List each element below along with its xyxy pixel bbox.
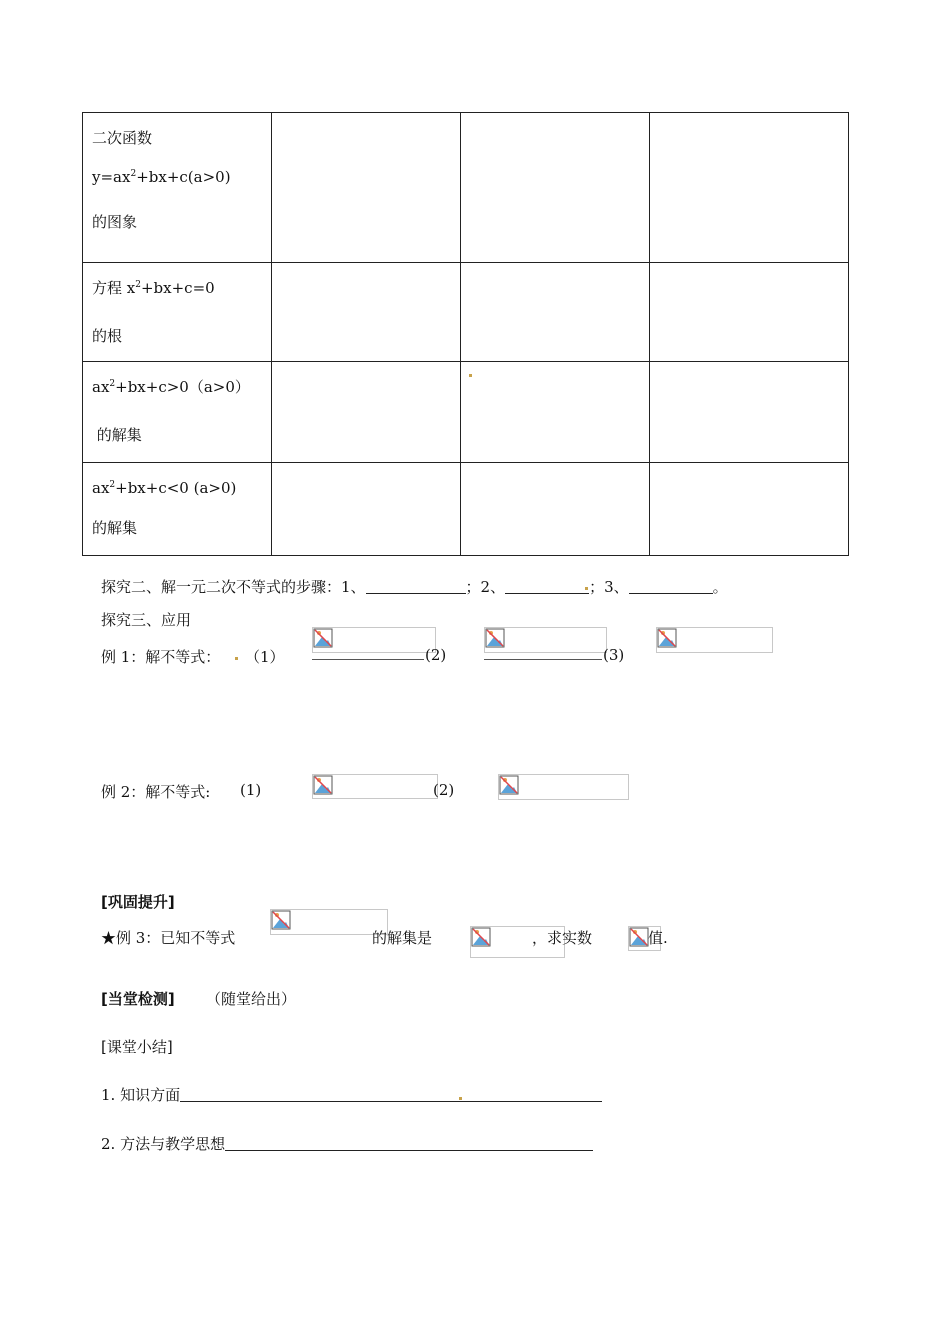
example1-part2: (2) (425, 646, 447, 664)
summary-title: [课堂小结] (101, 1038, 173, 1056)
table-row (83, 113, 849, 263)
cell-text: 的解集 (92, 426, 142, 444)
check-title: [当堂检测] (101, 990, 175, 1008)
formula-image-ex2-1 (312, 774, 438, 799)
explore2-prefix: 探究二、解一元二次不等式的步骤：1、 (101, 578, 366, 596)
broken-image-icon (271, 910, 291, 930)
table-cell (650, 362, 849, 463)
example3-end: 值. (648, 929, 668, 947)
example3-star: ★例 3：已知不等式 (101, 929, 236, 947)
row-header-positive-set (83, 362, 272, 463)
row-header-negative-set (83, 463, 272, 556)
formula-underline (312, 659, 424, 660)
row-header-graph (83, 113, 272, 263)
cell-text: +bx+c>0（a>0） (115, 378, 250, 396)
broken-image-icon (499, 775, 519, 795)
example1-label: 例 1：解不等式： (101, 648, 221, 666)
explore2-sep2: ；2、 (465, 578, 506, 596)
quadratic-summary-table (82, 112, 849, 556)
cell-text: y=ax (92, 168, 131, 186)
summary-item1-label: 1. 知识方面 (101, 1086, 181, 1104)
table-cell (272, 362, 461, 463)
table-row (83, 263, 849, 362)
superscript: 2 (109, 480, 116, 490)
table-cell (272, 263, 461, 362)
cell-text: 方程 x (92, 279, 136, 297)
summary-item2 (101, 1133, 593, 1154)
consolidate-title: [巩固提升] (101, 893, 175, 911)
method-blank[interactable] (225, 1136, 593, 1151)
explore3-title: 探究三、应用 (101, 611, 192, 629)
cell-text: 二次函数 (92, 129, 153, 147)
example1-part1: （1） (245, 648, 285, 666)
cell-text: +bx+c<0 (a>0) (115, 479, 237, 497)
stray-dot (459, 1097, 462, 1100)
cell-text: 的解集 (92, 519, 138, 537)
table-cell (650, 263, 849, 362)
explore2-line (101, 576, 728, 597)
formula-image-ex1-1 (312, 627, 436, 653)
explore2-sep3: ；3、 (589, 578, 629, 596)
example3-ask: ，求实数 (532, 929, 593, 947)
row-header-roots (83, 263, 272, 362)
table-cell (272, 463, 461, 556)
step3-blank[interactable] (629, 579, 713, 594)
check-note: （随堂给出） (206, 990, 297, 1008)
table-row (83, 362, 849, 463)
table-cell (650, 463, 849, 556)
cell-text: ax (92, 378, 110, 396)
formula-image-ex2-2 (498, 774, 629, 800)
broken-image-icon (471, 927, 491, 947)
step1-blank[interactable] (366, 579, 466, 594)
stray-dot (235, 657, 238, 660)
table-cell (461, 463, 650, 556)
broken-image-icon (313, 775, 333, 795)
summary-item2-label: 2. 方法与教学思想 (101, 1135, 226, 1153)
cell-text: 的图象 (92, 213, 138, 231)
formula-image-ex3-inequality (270, 909, 388, 935)
summary-item1 (101, 1084, 602, 1105)
table-cell (272, 113, 461, 263)
table-cell (461, 263, 650, 362)
example2-label: 例 2：解不等式: (101, 783, 211, 801)
stray-dot (585, 587, 588, 590)
table-cell (650, 113, 849, 263)
formula-image-ex1-2 (484, 627, 607, 653)
table-cell (461, 362, 650, 463)
example3-mid: 的解集是 (372, 929, 433, 947)
example2-part2: (2) (433, 781, 455, 799)
broken-image-icon (313, 628, 333, 648)
explore2-end: 。 (712, 578, 728, 596)
knowledge-blank[interactable] (180, 1087, 602, 1102)
cell-text: ax (92, 479, 110, 497)
superscript: 2 (135, 280, 141, 290)
table-row (83, 463, 849, 556)
formula-underline (484, 659, 602, 660)
step2-blank[interactable] (505, 579, 589, 594)
superscript: 2 (130, 169, 137, 179)
cell-text: 的根 (92, 327, 123, 345)
stray-dot (469, 374, 472, 377)
table-cell (461, 113, 650, 263)
example1-part3: (3) (603, 646, 625, 664)
broken-image-icon (629, 927, 649, 947)
broken-image-icon (485, 628, 505, 648)
formula-image-ex1-3 (656, 627, 773, 653)
example2-part1: (1) (240, 781, 262, 799)
broken-image-icon (657, 628, 677, 648)
cell-text: +bx+c=0 (140, 279, 215, 297)
cell-text: +bx+c(a>0) (136, 168, 231, 186)
superscript: 2 (109, 379, 116, 389)
